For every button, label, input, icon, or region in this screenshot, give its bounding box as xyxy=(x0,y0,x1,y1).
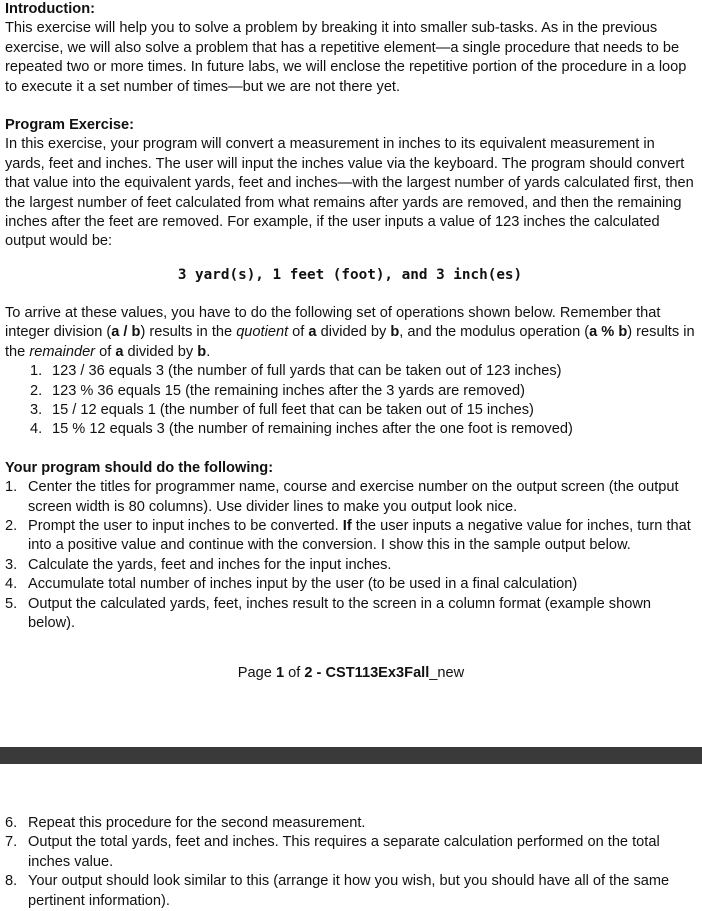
list-number: 1. xyxy=(30,363,43,380)
example-output: 3 yard(s), 1 feet (foot), and 3 inch(es) xyxy=(177,266,523,283)
text-run: of xyxy=(95,343,116,360)
program-exercise-section xyxy=(5,116,695,285)
list-item xyxy=(5,382,695,401)
variable-b: b xyxy=(390,324,400,341)
paragraph-gap xyxy=(5,285,695,304)
paragraph-gap xyxy=(5,97,695,116)
list-number: 7. xyxy=(5,834,18,851)
text-run: of xyxy=(288,324,309,341)
footer-dash: - xyxy=(312,665,326,681)
intro-paragraph: This exercise will help you to solve a problem by breaking it into smaller sub-tasks. As in the previous exercise, we will also solve a problem that has a repetitive element—a single procedure that needs to be repeated two or more times. In future labs, we will enclose the repetitive portion of the procedure in a loop to execute it a set number of times—but we are not there yet. xyxy=(5,20,687,95)
text-run: divided by xyxy=(123,343,198,360)
intro-heading: Introduction: xyxy=(5,1,95,17)
operations-list xyxy=(5,362,695,440)
text-run: . xyxy=(206,343,211,360)
list-item xyxy=(5,595,695,634)
list-text: 123 / 36 equals 3 (the number of full yards that can be taken out of 123 inches) xyxy=(52,363,562,380)
text-run: ) results in the xyxy=(140,324,237,341)
tasks-list xyxy=(5,478,695,633)
page-content xyxy=(5,0,695,633)
list-number: 6. xyxy=(5,815,18,831)
list-text: Repeat this procedure for the second measurement. xyxy=(28,815,366,831)
list-text: Prompt the user to input inches to be converted. xyxy=(28,517,343,534)
program-exercise-paragraph: In this exercise, your program will convert a measurement in inches to its equivalent measurement in yards, feet and inches. The user will input the inches value via the keyboard. The program should convert that value into the equivalent yards, feet and inches—with the largest number of yards calculated first, then the largest number of feet calculated from what remains after yards are removed, and then the remaining inches after the feet are removed. For example, if the user inputs a value of 123 inches the calculated output would be: xyxy=(5,136,694,250)
footer-text: Page xyxy=(237,665,276,681)
list-number: 4. xyxy=(30,421,43,438)
list-number: 1. xyxy=(5,479,18,496)
list-number: 5. xyxy=(5,595,18,612)
page-footer xyxy=(0,665,702,681)
list-item xyxy=(5,556,695,575)
operations-paragraph xyxy=(5,304,695,362)
variable-b: b xyxy=(197,343,207,360)
list-item xyxy=(5,872,695,911)
page-number: 1 xyxy=(275,665,285,681)
list-number: 8. xyxy=(5,873,18,890)
paragraph-gap xyxy=(5,440,695,459)
variable-a: a xyxy=(115,343,124,360)
tasks-list-continued xyxy=(5,814,695,911)
list-item xyxy=(5,478,695,517)
page-total: 2 xyxy=(304,665,313,681)
operations-section xyxy=(5,304,695,440)
list-text: Output the total yards, feet and inches. This requires a separate calculation performed on the total inches value. xyxy=(28,834,660,870)
list-item xyxy=(5,420,695,439)
text-run: ) results in the xyxy=(5,324,695,360)
list-item xyxy=(5,575,695,594)
remainder-term: remainder xyxy=(29,343,96,360)
list-item xyxy=(5,517,695,556)
list-text: Calculate the yards, feet and inches for the input inches. xyxy=(28,556,392,573)
text-run: To arrive at these values, you have to do the following set of operations shown below. Remember that integer division ( xyxy=(5,304,661,341)
intro-section xyxy=(5,0,695,97)
list-text: Your output should look similar to this (arrange it how you wish, but you should have all of the same pertinent information). xyxy=(28,873,670,909)
division-operator: a / b xyxy=(111,324,141,341)
list-item xyxy=(5,814,695,833)
list-text: 15 / 12 equals 1 (the number of full feet that can be taken out of 15 inches) xyxy=(52,401,534,418)
tasks-section xyxy=(5,459,695,634)
list-number: 2. xyxy=(5,517,18,534)
list-number: 2. xyxy=(30,382,43,399)
list-number: 4. xyxy=(5,576,18,593)
footer-text: of xyxy=(284,665,305,681)
list-text: Accumulate total number of inches input by the user (to be used in a final calculation) xyxy=(28,576,578,593)
program-exercise-heading: Program Exercise: xyxy=(5,117,134,134)
list-number: 3. xyxy=(5,556,18,573)
document-code-suffix: _new xyxy=(429,665,465,681)
variable-a: a xyxy=(308,324,317,341)
list-text: Output the calculated yards, feet, inches result to the screen in a column format (example shown below). xyxy=(28,595,651,631)
list-item xyxy=(5,362,695,381)
list-number: 3. xyxy=(30,401,43,418)
document-page-2 xyxy=(5,814,695,911)
text-run: divided by xyxy=(316,324,391,341)
emphasis-if: If xyxy=(342,517,352,534)
page-separator xyxy=(0,747,702,764)
list-text: 15 % 12 equals 3 (the number of remaining inches after the one foot is removed) xyxy=(52,421,573,438)
modulus-operator: a % b xyxy=(589,324,628,341)
list-text: Center the titles for programmer name, course and exercise number on the output screen (the output screen width is 80 columns). Use divider lines to make you output look nice. xyxy=(28,479,679,515)
quotient-term: quotient xyxy=(236,324,289,341)
text-run: , and the modulus operation ( xyxy=(399,324,590,341)
list-item xyxy=(5,401,695,420)
tasks-heading: Your program should do the following: xyxy=(5,459,274,476)
list-item xyxy=(5,833,695,872)
document-code: CST113Ex3Fall xyxy=(325,665,430,681)
list-text: 123 % 36 equals 15 (the remaining inches after the 3 yards are removed) xyxy=(52,382,525,399)
list-text: the user inputs a negative value for inches, turn that into a positive value and continue with the conversion. I show this in the sample output below. xyxy=(28,517,691,554)
